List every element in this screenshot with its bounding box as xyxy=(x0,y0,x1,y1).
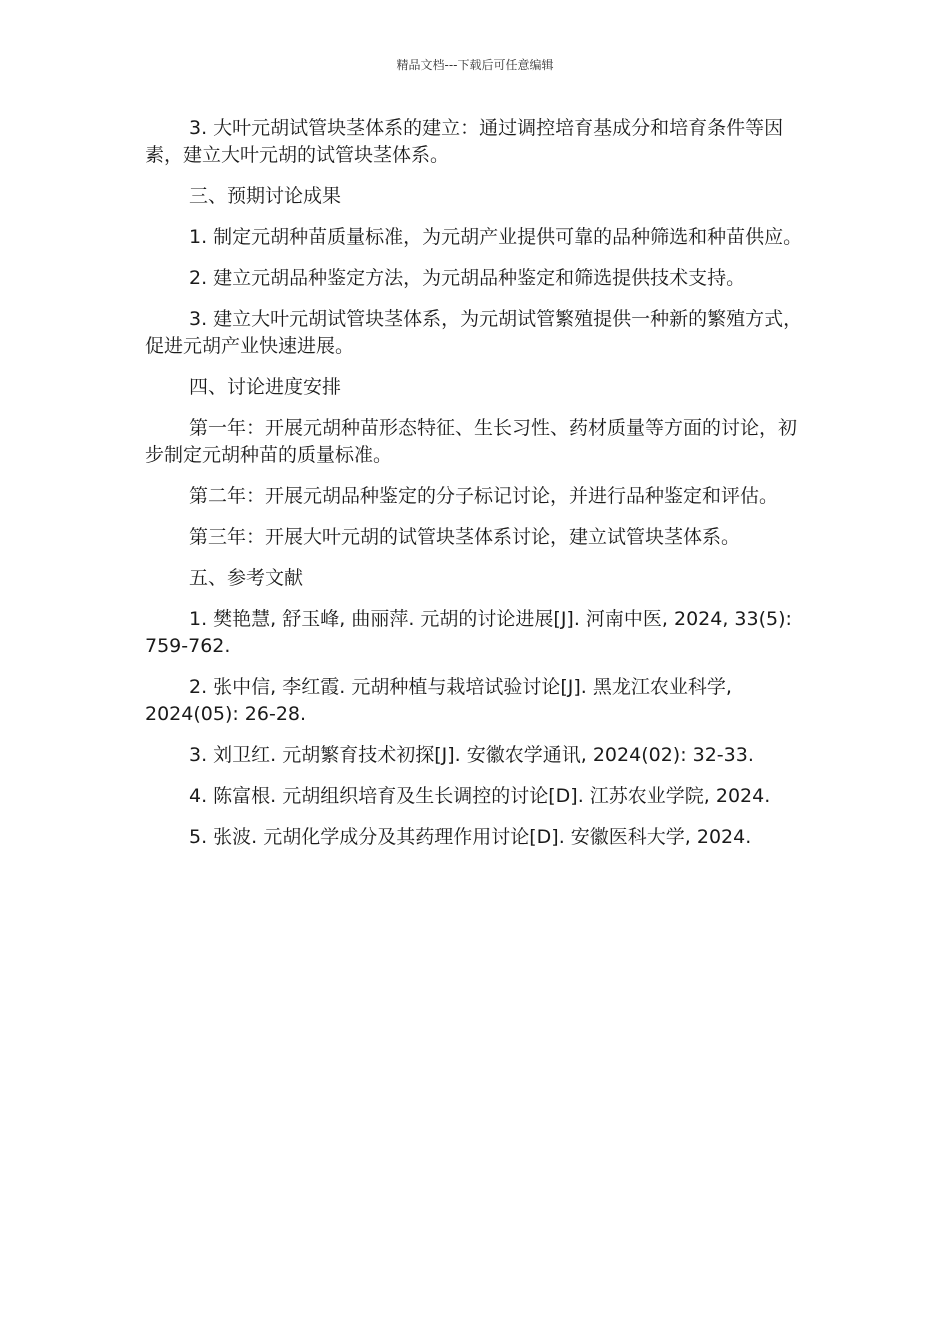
paragraph-year-3: 第三年：开展大叶元胡的试管块茎体系讨论，建立试管块茎体系。 xyxy=(189,526,741,548)
paragraph-result-2: 2. 建立元胡品种鉴定方法，为元胡品种鉴定和筛选提供技术支持。 xyxy=(189,267,746,289)
reference-item: 4. 陈富根. 元胡组织培育及生长调控的讨论[D]. 江苏农业学院, 2024. xyxy=(189,785,771,807)
reference-item: 3. 刘卫红. 元胡繁育技术初探[J]. 安徽农学通讯, 2024(02): 32-33. xyxy=(189,744,754,766)
section-heading-schedule: 四、讨论进度安排 xyxy=(189,376,342,398)
reference-item: 2. 张中信, 李红霞. 元胡种植与栽培试验讨论[J]. 黑龙江农业科学, 2024(05): 26-28. xyxy=(145,676,732,725)
section-heading-expected-results: 三、预期讨论成果 xyxy=(189,185,342,207)
page-header: 精品文档---下载后可任意编辑 xyxy=(396,58,554,72)
reference-item: 5. 张波. 元胡化学成分及其药理作用讨论[D]. 安徽医科大学, 2024. xyxy=(189,826,752,848)
paragraph-year-2: 第二年：开展元胡品种鉴定的分子标记讨论，并进行品种鉴定和评估。 xyxy=(189,485,779,507)
reference-item: 1. 樊艳慧, 舒玉峰, 曲丽萍. 元胡的讨论进展[J]. 河南中医, 2024, 33(5): 759-762. xyxy=(145,608,792,657)
paragraph-year-1: 第一年：开展元胡种苗形态特征、生长习性、药材质量等方面的讨论，初步制定元胡种苗的质量标准。 xyxy=(145,417,798,466)
paragraph-result-1: 1. 制定元胡种苗质量标准，为元胡产业提供可靠的品种筛选和种苗供应。 xyxy=(189,226,803,248)
paragraph-result-3: 3. 建立大叶元胡试管块茎体系，为元胡试管繁殖提供一种新的繁殖方式，促进元胡产业快速进展。 xyxy=(145,308,803,357)
section-heading-references: 五、参考文献 xyxy=(189,567,304,589)
document-body xyxy=(145,115,810,865)
paragraph-tube-tuber-system: 3. 大叶元胡试管块茎体系的建立：通过调控培育基成分和培育条件等因素，建立大叶元胡的试管块茎体系。 xyxy=(145,117,784,166)
